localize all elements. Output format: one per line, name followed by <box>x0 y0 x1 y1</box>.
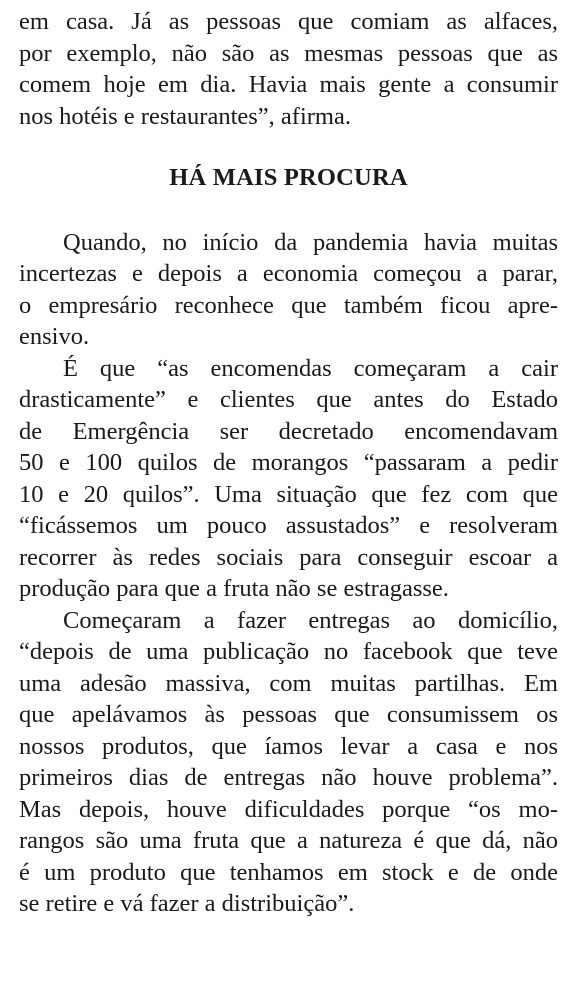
paragraph-1 <box>19 227 558 353</box>
text-line: Mas depois, houve dificuldades porque “os mo- <box>19 795 558 823</box>
text-line: incertezas e depois a economia começou a parar, <box>19 260 558 287</box>
text-line: nos hotéis e restaurantes”, afirma. <box>19 102 351 130</box>
text-line: 10 e 20 quilos”. Uma situação que fez com que <box>19 480 558 508</box>
text-line: comem hoje em dia. Havia mais gente a consumir <box>19 71 558 98</box>
text-line: recorrer às redes sociais para conseguir escoar a <box>19 543 558 571</box>
text-line: drasticamente” e clientes que antes do Estado <box>19 386 558 413</box>
section-heading: HÁ MAIS PROCURA <box>169 164 408 191</box>
text-line: produção para que a fruta não se estragasse. <box>19 575 449 602</box>
text-line: Começaram a fazer entregas ao domicílio, <box>63 606 558 634</box>
text-line: de Emergência ser decretado encomendavam <box>19 417 558 445</box>
text-line: ensivo. <box>19 323 90 350</box>
text-line: que apelávamos às pessoas que consumissem os <box>19 701 558 728</box>
text-line: “ficássemos um pouco assustados” e resolveram <box>19 512 558 539</box>
text-line: 50 e 100 quilos de morangos “passaram a pedir <box>19 449 558 476</box>
text-line: nossos produtos, que íamos levar a casa e nos <box>19 732 558 760</box>
text-line: Quando, no início da pandemia havia muitas <box>63 228 558 256</box>
text-line: rangos são uma fruta que a natureza é que dá, não <box>19 827 558 854</box>
text-line: primeiros dias de entregas não houve problema”. <box>19 764 558 791</box>
intro-paragraph <box>19 6 558 132</box>
text-line: uma adesão massiva, com muitas partilhas. Em <box>19 669 558 697</box>
text-line: é um produto que tenhamos em stock e de onde <box>19 858 558 886</box>
text-line: É que “as encomendas começaram a cair <box>63 354 558 382</box>
text-line: por exemplo, não são as mesmas pessoas que as <box>19 39 558 67</box>
text-line: “depois de uma publicação no facebook que teve <box>19 638 558 665</box>
paragraph-2 <box>19 353 558 605</box>
text-line: em casa. Já as pessoas que comiam as alfaces, <box>19 8 558 35</box>
paragraph-3 <box>19 605 558 920</box>
text-line: o empresário reconhece que também ficou apre- <box>19 291 558 319</box>
text-line: se retire e vá fazer a distribuição”. <box>19 890 355 917</box>
